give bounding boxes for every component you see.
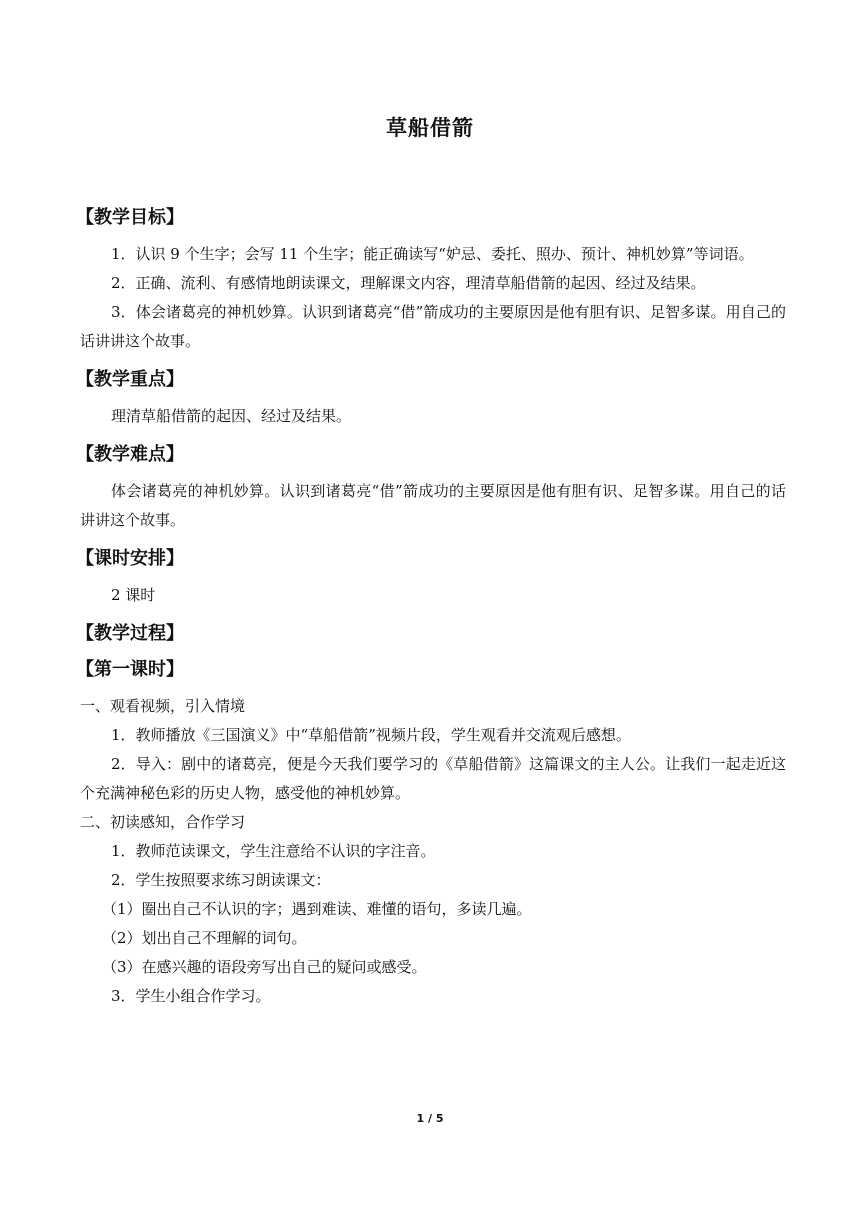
part2-title: 二、初读感知，合作学习 (80, 813, 246, 831)
part1-item-2: 2．导入：剧中的诸葛亮，便是今天我们要学习的《草船借箭》这篇课文的主人公。让我们一起走近这个充满神秘色彩的历史人物，感受他的神机妙算。 (80, 755, 786, 802)
goal-item-3: 3．体会诸葛亮的神机妙算。认识到诸葛亮“借”箭成功的主要原因是他有胆有识、足智多谋。用自己的话讲讲这个故事。 (80, 303, 786, 350)
heading-teaching-process: 【教学过程】 (76, 623, 184, 644)
page-title: 草船借箭 (386, 116, 474, 140)
part1-title: 一、观看视频，引入情境 (80, 697, 246, 715)
heading-difficulties: 【教学难点】 (76, 444, 184, 465)
key-points-text: 理清草船借箭的起因、经过及结果。 (111, 407, 352, 425)
schedule-text: 2 课时 (111, 586, 156, 604)
part1-item-1: 1．教师播放《三国演义》中“草船借箭”视频片段，学生观看并交流观后感想。 (111, 726, 631, 744)
difficulties-text: 体会诸葛亮的神机妙算。认识到诸葛亮“借”箭成功的主要原因是他有胆有识、足智多谋。用自己的话讲讲这个故事。 (80, 482, 786, 529)
part2-item-1: 1．教师范读课文，学生注意给不认识的字注音。 (111, 842, 436, 860)
part2-subitem-1: （1）圈出自己不认识的字；遇到难读、难懂的语句，多读几遍。 (102, 900, 532, 918)
goal-item-1: 1．认识 9 个生字；会写 11 个生字；能正确读写“妒忌、委托、照办、预计、神机妙算”等词语。 (111, 245, 754, 263)
part2-subitem-2: （2）划出自己不理解的词句。 (102, 929, 307, 947)
page-number: 1 / 5 (416, 1112, 444, 1125)
part2-subitem-3: （3）在感兴趣的语段旁写出自己的疑问或感受。 (102, 958, 427, 976)
heading-teaching-goals: 【教学目标】 (76, 207, 184, 228)
heading-schedule: 【课时安排】 (76, 548, 184, 569)
goal-item-2: 2．正确、流利、有感情地朗读课文，理解课文内容，理清草船借箭的起因、经过及结果。 (111, 274, 706, 292)
part2-item-2: 2．学生按照要求练习朗读课文： (111, 871, 331, 889)
part2-item-3: 3．学生小组合作学习。 (111, 987, 271, 1005)
document-body (76, 196, 786, 1011)
heading-key-points: 【教学重点】 (76, 369, 184, 390)
heading-lesson-one: 【第一课时】 (76, 659, 184, 680)
